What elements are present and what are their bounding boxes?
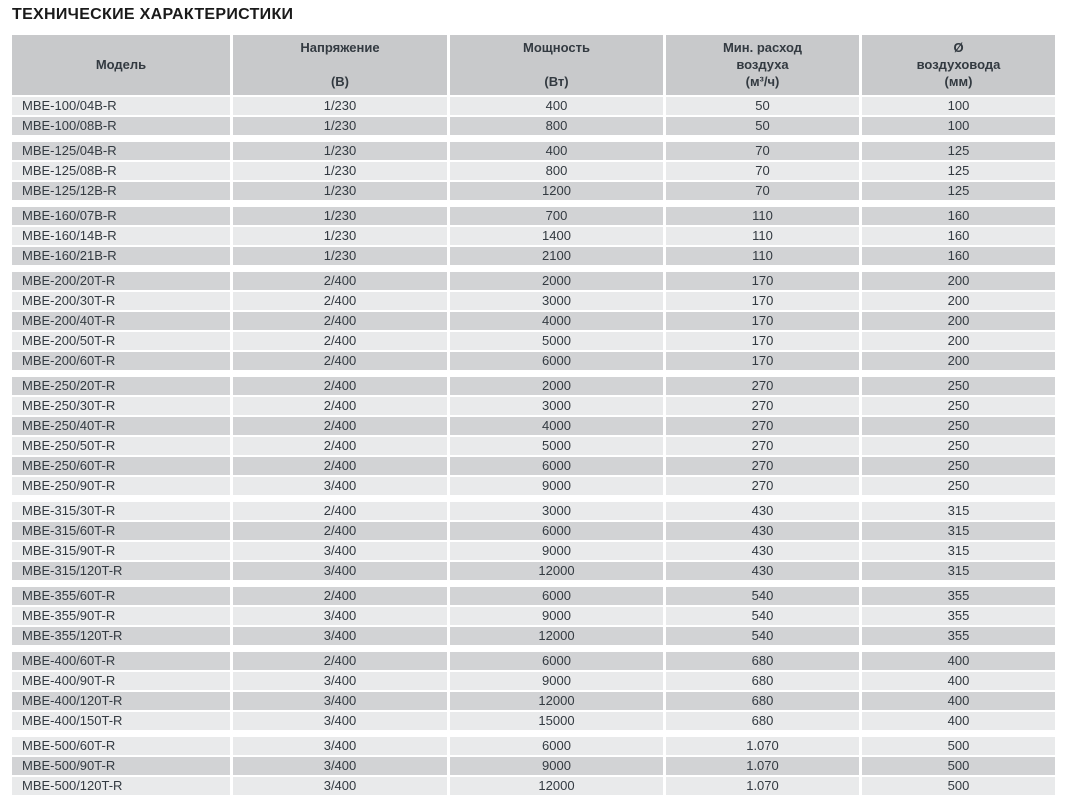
cell-voltage: 2/400 xyxy=(233,522,447,540)
cell-model: MBE-355/90T-R xyxy=(12,607,230,625)
cell-diameter: 160 xyxy=(862,247,1055,265)
cell-power: 6000 xyxy=(450,587,663,605)
cell-voltage: 2/400 xyxy=(233,502,447,520)
cell-power: 9000 xyxy=(450,757,663,775)
cell-model: MBE-315/90T-R xyxy=(12,542,230,560)
cell-model: MBE-315/120T-R xyxy=(12,562,230,580)
cell-airflow: 170 xyxy=(666,332,859,350)
cell-power: 6000 xyxy=(450,652,663,670)
cell-voltage: 3/400 xyxy=(233,627,447,645)
model-group xyxy=(12,377,1055,495)
cell-power: 800 xyxy=(450,117,663,135)
table-header-row xyxy=(12,35,1055,95)
cell-model: MBE-160/07B-R xyxy=(12,207,230,225)
model-group xyxy=(12,142,1055,200)
table-row xyxy=(12,607,1055,625)
table-row xyxy=(12,652,1055,670)
cell-model: MBE-250/90T-R xyxy=(12,477,230,495)
cell-power: 400 xyxy=(450,97,663,115)
table-row xyxy=(12,777,1055,795)
cell-airflow: 50 xyxy=(666,97,859,115)
table-row xyxy=(12,332,1055,350)
cell-voltage: 3/400 xyxy=(233,477,447,495)
spec-table xyxy=(12,35,1055,797)
header-line: (мм) xyxy=(944,74,973,89)
cell-airflow: 1.070 xyxy=(666,737,859,755)
table-row xyxy=(12,692,1055,710)
cell-model: MBE-315/30T-R xyxy=(12,502,230,520)
cell-voltage: 1/230 xyxy=(233,97,447,115)
table-row xyxy=(12,457,1055,475)
cell-airflow: 70 xyxy=(666,162,859,180)
header-line: Модель xyxy=(95,57,147,72)
header-line: воздуховода xyxy=(916,57,1001,72)
cell-power: 5000 xyxy=(450,332,663,350)
cell-model: MBE-200/60T-R xyxy=(12,352,230,370)
header-line xyxy=(12,40,230,56)
cell-diameter: 250 xyxy=(862,417,1055,435)
cell-model: MBE-250/50T-R xyxy=(12,437,230,455)
cell-power: 700 xyxy=(450,207,663,225)
cell-diameter: 200 xyxy=(862,312,1055,330)
header-line xyxy=(233,57,447,73)
table-row xyxy=(12,227,1055,245)
header-line xyxy=(450,57,663,73)
header-line: (Вт) xyxy=(544,74,569,89)
cell-power: 9000 xyxy=(450,607,663,625)
page-title: ТЕХНИЧЕСКИЕ ХАРАКТЕРИСТИКИ xyxy=(12,6,294,23)
cell-power: 12000 xyxy=(450,692,663,710)
table-row xyxy=(12,712,1055,730)
table-row xyxy=(12,247,1055,265)
cell-power: 2000 xyxy=(450,377,663,395)
cell-voltage: 3/400 xyxy=(233,712,447,730)
cell-voltage: 2/400 xyxy=(233,272,447,290)
table-row xyxy=(12,477,1055,495)
table-row xyxy=(12,502,1055,520)
cell-diameter: 250 xyxy=(862,397,1055,415)
cell-diameter: 250 xyxy=(862,477,1055,495)
cell-power: 1400 xyxy=(450,227,663,245)
cell-voltage: 3/400 xyxy=(233,542,447,560)
cell-airflow: 50 xyxy=(666,117,859,135)
cell-airflow: 170 xyxy=(666,312,859,330)
cell-model: MBE-355/60T-R xyxy=(12,587,230,605)
cell-power: 9000 xyxy=(450,672,663,690)
header-line: Ø xyxy=(953,40,964,55)
model-group xyxy=(12,272,1055,370)
cell-diameter: 125 xyxy=(862,182,1055,200)
cell-voltage: 2/400 xyxy=(233,457,447,475)
cell-airflow: 540 xyxy=(666,627,859,645)
cell-power: 400 xyxy=(450,142,663,160)
cell-airflow: 680 xyxy=(666,712,859,730)
cell-voltage: 1/230 xyxy=(233,162,447,180)
cell-model: MBE-200/40T-R xyxy=(12,312,230,330)
cell-model: MBE-125/08B-R xyxy=(12,162,230,180)
cell-voltage: 3/400 xyxy=(233,562,447,580)
table-row xyxy=(12,312,1055,330)
cell-voltage: 2/400 xyxy=(233,587,447,605)
cell-voltage: 1/230 xyxy=(233,117,447,135)
cell-airflow: 270 xyxy=(666,457,859,475)
cell-airflow: 680 xyxy=(666,692,859,710)
cell-diameter: 315 xyxy=(862,522,1055,540)
cell-airflow: 70 xyxy=(666,182,859,200)
cell-diameter: 355 xyxy=(862,587,1055,605)
cell-model: MBE-500/120T-R xyxy=(12,777,230,795)
cell-diameter: 500 xyxy=(862,777,1055,795)
cell-diameter: 125 xyxy=(862,142,1055,160)
table-row xyxy=(12,437,1055,455)
cell-diameter: 200 xyxy=(862,332,1055,350)
cell-power: 5000 xyxy=(450,437,663,455)
table-body xyxy=(12,97,1055,795)
cell-diameter: 100 xyxy=(862,117,1055,135)
header-cell-model xyxy=(12,35,230,95)
cell-power: 1200 xyxy=(450,182,663,200)
cell-voltage: 3/400 xyxy=(233,757,447,775)
cell-voltage: 1/230 xyxy=(233,227,447,245)
table-row xyxy=(12,97,1055,115)
cell-airflow: 270 xyxy=(666,397,859,415)
table-row xyxy=(12,587,1055,605)
header-line: воздуха xyxy=(736,57,789,72)
cell-model: MBE-400/120T-R xyxy=(12,692,230,710)
cell-diameter: 315 xyxy=(862,562,1055,580)
cell-voltage: 3/400 xyxy=(233,692,447,710)
cell-diameter: 160 xyxy=(862,207,1055,225)
cell-model: MBE-100/08B-R xyxy=(12,117,230,135)
table-row xyxy=(12,542,1055,560)
cell-model: MBE-400/150T-R xyxy=(12,712,230,730)
cell-diameter: 400 xyxy=(862,712,1055,730)
table-row xyxy=(12,672,1055,690)
cell-diameter: 200 xyxy=(862,292,1055,310)
cell-model: MBE-160/21B-R xyxy=(12,247,230,265)
cell-diameter: 315 xyxy=(862,542,1055,560)
cell-power: 12000 xyxy=(450,562,663,580)
cell-voltage: 2/400 xyxy=(233,652,447,670)
cell-diameter: 200 xyxy=(862,352,1055,370)
cell-diameter: 250 xyxy=(862,437,1055,455)
cell-airflow: 1.070 xyxy=(666,757,859,775)
table-row xyxy=(12,417,1055,435)
header-line: (В) xyxy=(330,74,350,89)
cell-voltage: 2/400 xyxy=(233,397,447,415)
header-line: Напряжение xyxy=(300,40,380,55)
header-line xyxy=(12,74,230,90)
model-group xyxy=(12,652,1055,730)
cell-airflow: 540 xyxy=(666,607,859,625)
cell-diameter: 100 xyxy=(862,97,1055,115)
cell-voltage: 3/400 xyxy=(233,737,447,755)
cell-airflow: 110 xyxy=(666,227,859,245)
cell-diameter: 400 xyxy=(862,672,1055,690)
cell-diameter: 200 xyxy=(862,272,1055,290)
cell-airflow: 270 xyxy=(666,477,859,495)
cell-voltage: 1/230 xyxy=(233,142,447,160)
cell-model: MBE-250/40T-R xyxy=(12,417,230,435)
cell-airflow: 110 xyxy=(666,247,859,265)
header-cell-diameter xyxy=(862,35,1055,95)
cell-airflow: 430 xyxy=(666,562,859,580)
cell-airflow: 270 xyxy=(666,437,859,455)
header-line: Мощность xyxy=(523,40,590,55)
table-row xyxy=(12,292,1055,310)
model-group xyxy=(12,587,1055,645)
cell-diameter: 355 xyxy=(862,627,1055,645)
cell-airflow: 540 xyxy=(666,587,859,605)
cell-airflow: 430 xyxy=(666,542,859,560)
cell-diameter: 250 xyxy=(862,457,1055,475)
cell-airflow: 270 xyxy=(666,377,859,395)
header-cell-airflow xyxy=(666,35,859,95)
cell-model: MBE-400/90T-R xyxy=(12,672,230,690)
cell-power: 9000 xyxy=(450,542,663,560)
cell-power: 3000 xyxy=(450,292,663,310)
cell-model: MBE-160/14B-R xyxy=(12,227,230,245)
cell-voltage: 2/400 xyxy=(233,377,447,395)
cell-model: MBE-355/120T-R xyxy=(12,627,230,645)
table-row xyxy=(12,352,1055,370)
cell-diameter: 500 xyxy=(862,737,1055,755)
table-row xyxy=(12,162,1055,180)
cell-power: 12000 xyxy=(450,777,663,795)
cell-power: 800 xyxy=(450,162,663,180)
cell-diameter: 400 xyxy=(862,652,1055,670)
cell-diameter: 315 xyxy=(862,502,1055,520)
cell-model: MBE-250/20T-R xyxy=(12,377,230,395)
header-line: (м³/ч) xyxy=(745,74,780,89)
table-row xyxy=(12,272,1055,290)
cell-power: 15000 xyxy=(450,712,663,730)
table-row xyxy=(12,627,1055,645)
cell-airflow: 170 xyxy=(666,272,859,290)
cell-voltage: 1/230 xyxy=(233,182,447,200)
cell-airflow: 430 xyxy=(666,502,859,520)
header-cell-power xyxy=(450,35,663,95)
cell-airflow: 1.070 xyxy=(666,777,859,795)
cell-power: 3000 xyxy=(450,397,663,415)
cell-diameter: 250 xyxy=(862,377,1055,395)
table-row xyxy=(12,182,1055,200)
cell-airflow: 70 xyxy=(666,142,859,160)
cell-diameter: 400 xyxy=(862,692,1055,710)
cell-voltage: 1/230 xyxy=(233,247,447,265)
header-line: Мин. расход xyxy=(722,40,803,55)
table-row xyxy=(12,737,1055,755)
cell-model: MBE-100/04B-R xyxy=(12,97,230,115)
cell-power: 2100 xyxy=(450,247,663,265)
table-row xyxy=(12,562,1055,580)
table-row xyxy=(12,377,1055,395)
cell-power: 6000 xyxy=(450,522,663,540)
cell-power: 4000 xyxy=(450,312,663,330)
cell-voltage: 3/400 xyxy=(233,607,447,625)
cell-power: 6000 xyxy=(450,457,663,475)
cell-model: MBE-200/20T-R xyxy=(12,272,230,290)
cell-airflow: 680 xyxy=(666,672,859,690)
cell-voltage: 2/400 xyxy=(233,332,447,350)
cell-model: MBE-200/30T-R xyxy=(12,292,230,310)
table-row xyxy=(12,142,1055,160)
cell-model: MBE-250/30T-R xyxy=(12,397,230,415)
cell-model: MBE-500/60T-R xyxy=(12,737,230,755)
cell-voltage: 2/400 xyxy=(233,312,447,330)
cell-airflow: 430 xyxy=(666,522,859,540)
table-row xyxy=(12,117,1055,135)
cell-voltage: 3/400 xyxy=(233,777,447,795)
cell-airflow: 170 xyxy=(666,292,859,310)
cell-power: 6000 xyxy=(450,737,663,755)
cell-model: MBE-125/04B-R xyxy=(12,142,230,160)
cell-voltage: 2/400 xyxy=(233,417,447,435)
cell-airflow: 270 xyxy=(666,417,859,435)
model-group xyxy=(12,207,1055,265)
table-row xyxy=(12,207,1055,225)
table-row xyxy=(12,757,1055,775)
cell-airflow: 170 xyxy=(666,352,859,370)
cell-model: MBE-125/12B-R xyxy=(12,182,230,200)
cell-power: 2000 xyxy=(450,272,663,290)
table-row xyxy=(12,522,1055,540)
cell-power: 12000 xyxy=(450,627,663,645)
cell-power: 3000 xyxy=(450,502,663,520)
cell-voltage: 1/230 xyxy=(233,207,447,225)
cell-voltage: 2/400 xyxy=(233,352,447,370)
cell-model: MBE-250/60T-R xyxy=(12,457,230,475)
model-group xyxy=(12,502,1055,580)
cell-diameter: 500 xyxy=(862,757,1055,775)
cell-model: MBE-500/90T-R xyxy=(12,757,230,775)
cell-voltage: 2/400 xyxy=(233,292,447,310)
table-row xyxy=(12,397,1055,415)
model-group xyxy=(12,97,1055,135)
cell-airflow: 110 xyxy=(666,207,859,225)
cell-power: 6000 xyxy=(450,352,663,370)
cell-model: MBE-315/60T-R xyxy=(12,522,230,540)
cell-power: 9000 xyxy=(450,477,663,495)
cell-voltage: 3/400 xyxy=(233,672,447,690)
cell-airflow: 680 xyxy=(666,652,859,670)
cell-voltage: 2/400 xyxy=(233,437,447,455)
cell-power: 4000 xyxy=(450,417,663,435)
cell-model: MBE-400/60T-R xyxy=(12,652,230,670)
cell-model: MBE-200/50T-R xyxy=(12,332,230,350)
model-group xyxy=(12,737,1055,795)
cell-diameter: 355 xyxy=(862,607,1055,625)
cell-diameter: 160 xyxy=(862,227,1055,245)
header-cell-voltage xyxy=(233,35,447,95)
cell-diameter: 125 xyxy=(862,162,1055,180)
